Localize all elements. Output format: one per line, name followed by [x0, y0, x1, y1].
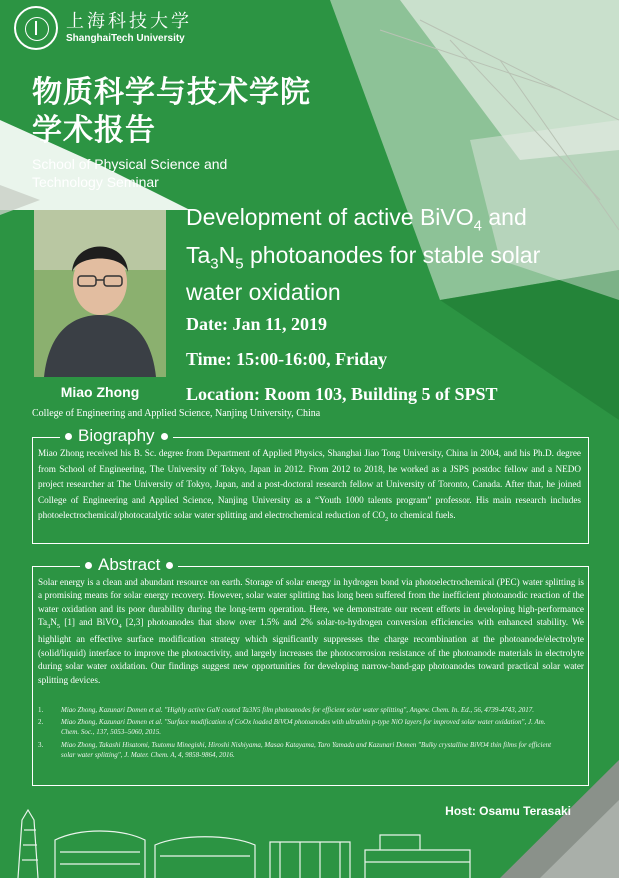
university-seal-icon [14, 6, 58, 50]
reference-item: 2. Miao Zhong, Kazunari Domen et al. "Surface modification of CoOx loaded BiVO4 photoanodes with ultrathin p-type NiO layers for improved solar water oxidation", J. Am. Chem. Soc., 137, 5053–5060, 2015. [38, 718, 546, 737]
talk-location: Location: Room 103, Building 5 of SPST [186, 384, 498, 404]
school-name-en-line2: Technology Seminar [32, 174, 159, 190]
talk-title: Development of active BiVO$_4$ and $Ta_3N_5$ photoanodes for stable solar water oxidation [186, 204, 541, 306]
host-name: Host: Osamu Terasaki [445, 804, 571, 818]
abstract-heading: Abstract [80, 555, 178, 575]
university-name-cn: 上海科技大学 [66, 10, 192, 32]
talk-date: Date: Jan 11, 2019 [186, 314, 327, 334]
speaker-portrait-icon [34, 210, 166, 377]
speaker-name: Miao Zhong [60, 384, 140, 400]
biography-heading: Biography [60, 426, 173, 446]
university-logo [14, 6, 192, 50]
school-name-cn [32, 74, 311, 150]
school-name-cn-line1: 物质科学与技术学院 [32, 75, 311, 110]
speaker-photo [34, 210, 166, 377]
school-name-en-line1: School of Physical Science and [32, 156, 228, 172]
talk-time: Time: 15:00-16:00, Friday [186, 349, 388, 369]
school-name-cn-line2: 学术报告 [32, 113, 156, 148]
campus-skyline-icon [0, 790, 619, 878]
references-list [38, 705, 558, 762]
biography-text: Miao Zhong received his B. Sc. degree from Department of Applied Physics, Shanghai Jiao Tong University, China in 2004, and his Ph.D. degree from School of Engineering, The University of Tokyo, Japan in 2012. From 2012 to 2018, he worked as a JSPS postdoc fellow and a NEDO project researcher at The University of Tokyo, Japan, and a post-doctoral research fellow at University of Toronto, Canada. After that, he joined College of Engineering and Applied Science, Nanjing University as a “Youth 1000 talents program” professor. His main research includes photoelectrochemical/photocatalytic solar water splitting and electrochemical reduction of $CO_2$ to chemical fuels. [38, 448, 581, 524]
reference-item: 1. Miao Zhong, Kazunari Domen et al. "Highly active GaN coated Ta3N5 film photoanodes for efficient solar water splitting", Angew. Chem. In. Ed., 56, 4739-4743, 2017. [38, 706, 534, 714]
abstract-text: Solar energy is a clean and abundant resource on earth. Storage of solar energy in hydrogen bond via photoelectrochemical (PEC) water splitting is a promising means for solar energy recovery. However, solar water splitting has long been suffered from the inefficient photoanodic reaction of the water oxidation and its poor durability during the long-term operation. Here, we demonstrate our recent efforts in developing high-performance $Ta_3N_5$ [1] and BiVO$_4$ [2,3] photoanodes that show over 1.5% and 2% solar-to-hydrogen conversion efficiencies with enhanced stability. We highlight an effective surface modification strategy which significantly suppresses the charge recombination at the photoanode/electrolyte (solid/liquid) interface to improve the photoactivity, and largely increases the photocorrosion resistance of the photoanode materials in electrolyte during solar water oxidation. Our findings suggest new opportunities for developing narrow-band-gap photoanodes toward practical solar water splitting devices. [38, 577, 585, 685]
speaker-affiliation: College of Engineering and Applied Science, Nanjing University, China [32, 408, 321, 419]
school-name-en [32, 155, 262, 191]
reference-item: 3. Miao Zhong, Takashi Hisatomi, Tsutomu Minegishi, Hiroshi Nishiyama, Masao Katayama, Taro Yamada and Kazunari Domen "Bulky crystalline BiVO4 thin films for efficient solar water splitting", J. Mater. Chem. A, 4, 9858-9864, 2016. [38, 740, 552, 759]
university-name-en: ShanghaiTech University [66, 32, 185, 44]
